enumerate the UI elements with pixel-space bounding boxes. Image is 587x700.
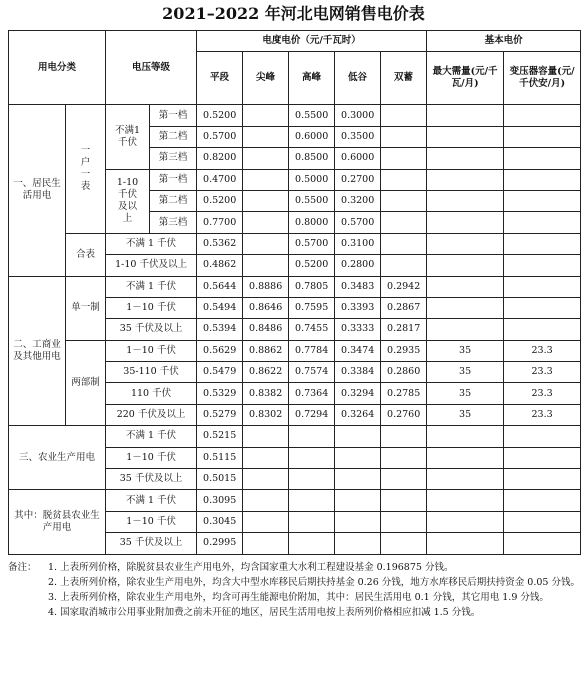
valley-value: 0.3264	[335, 404, 381, 425]
capacity-value	[504, 105, 581, 126]
dual-value: 0.2860	[381, 362, 427, 383]
capacity-value	[504, 233, 581, 254]
peak-value: 0.8000	[289, 212, 335, 233]
sharp-value: 0.8646	[243, 297, 289, 318]
valley-value	[335, 511, 381, 532]
combined-meter-label: 合表	[66, 233, 106, 276]
capacity-value	[504, 148, 581, 169]
flat-value: 0.5362	[197, 233, 243, 254]
voltage-label: 35-110 千伏	[106, 362, 197, 383]
flat-value: 0.5479	[197, 362, 243, 383]
flat-value: 0.5700	[197, 126, 243, 147]
voltage-label: 不满 1 千伏	[106, 490, 197, 511]
flat-value: 0.4862	[197, 255, 243, 276]
valley-value: 0.6000	[335, 148, 381, 169]
table-row	[9, 490, 581, 511]
demand-value	[427, 511, 504, 532]
flat-value: 0.5394	[197, 319, 243, 340]
peak-value: 0.5000	[289, 169, 335, 190]
voltage-label: 1－10 千伏	[106, 447, 197, 468]
agriculture-label: 三、农业生产用电	[9, 426, 106, 490]
demand-value	[427, 233, 504, 254]
sharp-value: 0.8382	[243, 383, 289, 404]
demand-value: 35	[427, 362, 504, 383]
flat-value: 0.5329	[197, 383, 243, 404]
peak-value	[289, 469, 335, 490]
two-part-rate-label: 两部制	[66, 340, 106, 426]
valley-value: 0.3393	[335, 297, 381, 318]
header-voltage: 电压等级	[106, 31, 197, 105]
sharp-value	[243, 533, 289, 554]
capacity-value: 23.3	[504, 383, 581, 404]
sharp-value	[243, 126, 289, 147]
valley-value	[335, 447, 381, 468]
price-table	[8, 30, 581, 555]
voltage-label: 不满 1 千伏	[106, 426, 197, 447]
demand-value	[427, 426, 504, 447]
peak-value: 0.7595	[289, 297, 335, 318]
peak-value: 0.5200	[289, 255, 335, 276]
demand-value	[427, 319, 504, 340]
dual-value: 0.2935	[381, 340, 427, 361]
valley-value: 0.3100	[335, 233, 381, 254]
dual-value	[381, 511, 427, 532]
sharp-value	[243, 169, 289, 190]
dual-value	[381, 469, 427, 490]
voltage-label: 35 千伏及以上	[106, 533, 197, 554]
flat-value: 0.3045	[197, 511, 243, 532]
demand-value	[427, 533, 504, 554]
tier-label: 第一档	[150, 169, 197, 190]
voltage-label: 35 千伏及以上	[106, 319, 197, 340]
sharp-value	[243, 233, 289, 254]
note-2: 2. 上表所列价格，除农业生产用电外，均含大中型水库移民后期扶持基金 0.26 分钱，地方水库移民后期扶持资金 0.05 分钱。	[48, 576, 580, 588]
header-flat: 平段	[197, 52, 243, 105]
dual-value: 0.2867	[381, 297, 427, 318]
header-category: 用电分类	[9, 31, 106, 105]
header-peak: 高峰	[289, 52, 335, 105]
flat-value: 0.5115	[197, 447, 243, 468]
sharp-value	[243, 469, 289, 490]
header-max-demand: 最大需量(元/千瓦/月)	[427, 52, 504, 105]
sharp-value	[243, 105, 289, 126]
capacity-value: 23.3	[504, 404, 581, 425]
sharp-value	[243, 426, 289, 447]
voltage-label: 1－10 千伏	[106, 297, 197, 318]
demand-value	[427, 169, 504, 190]
flat-value: 0.7700	[197, 212, 243, 233]
commercial-label: 二、工商业及其他用电	[9, 276, 66, 426]
sharp-value	[243, 511, 289, 532]
peak-value: 0.7805	[289, 276, 335, 297]
dual-value	[381, 426, 427, 447]
demand-value: 35	[427, 340, 504, 361]
valley-value	[335, 533, 381, 554]
dual-value	[381, 533, 427, 554]
sharp-value	[243, 447, 289, 468]
flat-value: 0.5279	[197, 404, 243, 425]
per-household-label: 一户一表	[66, 105, 106, 233]
capacity-value: 23.3	[504, 362, 581, 383]
flat-value: 0.8200	[197, 148, 243, 169]
peak-value: 0.7455	[289, 319, 335, 340]
peak-value: 0.8500	[289, 148, 335, 169]
flat-value: 0.5494	[197, 297, 243, 318]
dual-value	[381, 255, 427, 276]
header-energy-price: 电度电价（元/千瓦时）	[197, 31, 427, 52]
peak-value: 0.5500	[289, 190, 335, 211]
voltage-label: 不满 1 千伏	[106, 276, 197, 297]
capacity-value	[504, 276, 581, 297]
flat-value: 0.5200	[197, 105, 243, 126]
peak-value: 0.7294	[289, 404, 335, 425]
demand-value: 35	[427, 404, 504, 425]
demand-value	[427, 148, 504, 169]
dual-value: 0.2942	[381, 276, 427, 297]
valley-value: 0.2800	[335, 255, 381, 276]
capacity-value	[504, 511, 581, 532]
peak-value	[289, 511, 335, 532]
note-1: 1. 上表所列价格，除脱贫县农业生产用电外，均含国家重大水利工程建设基金 0.196875 分钱。	[48, 561, 454, 573]
note-3: 3. 上表所列价格，除农业生产用电外，均含可再生能源电价附加，其中：居民生活用电 0.1 分钱，其它用电 1.9 分钱。	[48, 591, 549, 603]
sharp-value	[243, 255, 289, 276]
capacity-value	[504, 297, 581, 318]
flat-value: 0.3095	[197, 490, 243, 511]
voltage-label: 1-10 千伏及以上	[106, 255, 197, 276]
table-row	[9, 233, 581, 254]
demand-value	[427, 490, 504, 511]
peak-value	[289, 490, 335, 511]
tier-label: 第二档	[150, 126, 197, 147]
valley-value: 0.3000	[335, 105, 381, 126]
valley-value: 0.3483	[335, 276, 381, 297]
valley-value	[335, 426, 381, 447]
capacity-value	[504, 426, 581, 447]
valley-value: 0.3500	[335, 126, 381, 147]
voltage-label: 220 千伏及以上	[106, 404, 197, 425]
sharp-value: 0.8622	[243, 362, 289, 383]
dual-value: 0.2760	[381, 404, 427, 425]
table-row	[9, 105, 581, 126]
table-row	[9, 340, 581, 361]
flat-value: 0.2995	[197, 533, 243, 554]
voltage-label: 1－10 千伏	[106, 340, 197, 361]
peak-value: 0.7784	[289, 340, 335, 361]
residential-label: 一、居民生活用电	[9, 105, 66, 276]
capacity-value	[504, 447, 581, 468]
capacity-value: 23.3	[504, 340, 581, 361]
peak-value: 0.7574	[289, 362, 335, 383]
header-valley: 低谷	[335, 52, 381, 105]
capacity-value	[504, 490, 581, 511]
dual-value	[381, 447, 427, 468]
dual-value	[381, 233, 427, 254]
dual-value: 0.2817	[381, 319, 427, 340]
valley-value: 0.3200	[335, 190, 381, 211]
note-4: 4. 国家取消城市公用事业附加费之前未开征的地区，居民生活用电按上表所列价格相应扣减 1.5 分钱。	[48, 606, 481, 618]
sharp-value	[243, 212, 289, 233]
demand-value	[427, 255, 504, 276]
dual-value	[381, 490, 427, 511]
voltage-label: 不满 1 千伏	[106, 233, 197, 254]
valley-value: 0.2700	[335, 169, 381, 190]
demand-value	[427, 190, 504, 211]
notes-section	[8, 560, 582, 620]
valley-value: 0.3333	[335, 319, 381, 340]
dual-value	[381, 169, 427, 190]
flat-value: 0.5015	[197, 469, 243, 490]
header-sharp-peak: 尖峰	[243, 52, 289, 105]
valley-value: 0.3384	[335, 362, 381, 383]
notes-label: 备注：	[8, 561, 37, 573]
valley-value	[335, 469, 381, 490]
voltage-label: 1－10 千伏	[106, 511, 197, 532]
header-dual: 双蓄	[381, 52, 427, 105]
header-basic-price: 基本电价	[427, 31, 581, 52]
sharp-value: 0.8886	[243, 276, 289, 297]
valley-value: 0.5700	[335, 212, 381, 233]
capacity-value	[504, 212, 581, 233]
flat-value: 0.5200	[197, 190, 243, 211]
capacity-value	[504, 319, 581, 340]
demand-value	[427, 297, 504, 318]
peak-value: 0.7364	[289, 383, 335, 404]
demand-value	[427, 105, 504, 126]
peak-value: 0.5500	[289, 105, 335, 126]
demand-value	[427, 276, 504, 297]
peak-value: 0.6000	[289, 126, 335, 147]
capacity-value	[504, 169, 581, 190]
flat-value: 0.5215	[197, 426, 243, 447]
demand-value	[427, 126, 504, 147]
demand-value	[427, 469, 504, 490]
peak-value	[289, 447, 335, 468]
table-row	[9, 276, 581, 297]
dual-value	[381, 126, 427, 147]
sharp-value	[243, 148, 289, 169]
dual-value	[381, 105, 427, 126]
dual-value	[381, 148, 427, 169]
flat-value: 0.4700	[197, 169, 243, 190]
capacity-value	[504, 190, 581, 211]
tier-label: 第二档	[150, 190, 197, 211]
voltage-label: 110 千伏	[106, 383, 197, 404]
capacity-value	[504, 469, 581, 490]
demand-value	[427, 212, 504, 233]
tier-label: 第三档	[150, 212, 197, 233]
flat-value: 0.5644	[197, 276, 243, 297]
tier-label: 第三档	[150, 148, 197, 169]
flat-value: 0.5629	[197, 340, 243, 361]
dual-value	[381, 190, 427, 211]
valley-value: 0.3474	[335, 340, 381, 361]
page-title: 2021–2022 年河北电网销售电价表	[162, 4, 425, 23]
poverty-agriculture-label: 其中：脱贫县农业生产用电	[9, 490, 106, 554]
sharp-value: 0.8862	[243, 340, 289, 361]
tier-label: 第一档	[150, 105, 197, 126]
peak-value	[289, 426, 335, 447]
capacity-value	[504, 126, 581, 147]
header-transformer-capacity: 变压器容量(元/千伏安/月)	[504, 52, 581, 105]
table-row	[9, 426, 581, 447]
voltage-under-1kv: 不满1千伏	[106, 105, 150, 169]
peak-value: 0.5700	[289, 233, 335, 254]
voltage-label: 35 千伏及以上	[106, 469, 197, 490]
valley-value	[335, 490, 381, 511]
dual-value: 0.2785	[381, 383, 427, 404]
sharp-value	[243, 190, 289, 211]
capacity-value	[504, 255, 581, 276]
single-rate-label: 单一制	[66, 276, 106, 340]
sharp-value: 0.8486	[243, 319, 289, 340]
demand-value	[427, 447, 504, 468]
valley-value: 0.3294	[335, 383, 381, 404]
voltage-1-10kv: 1-10千伏及以上	[106, 169, 150, 233]
sharp-value	[243, 490, 289, 511]
sharp-value: 0.8302	[243, 404, 289, 425]
dual-value	[381, 212, 427, 233]
demand-value: 35	[427, 383, 504, 404]
peak-value	[289, 533, 335, 554]
capacity-value	[504, 533, 581, 554]
